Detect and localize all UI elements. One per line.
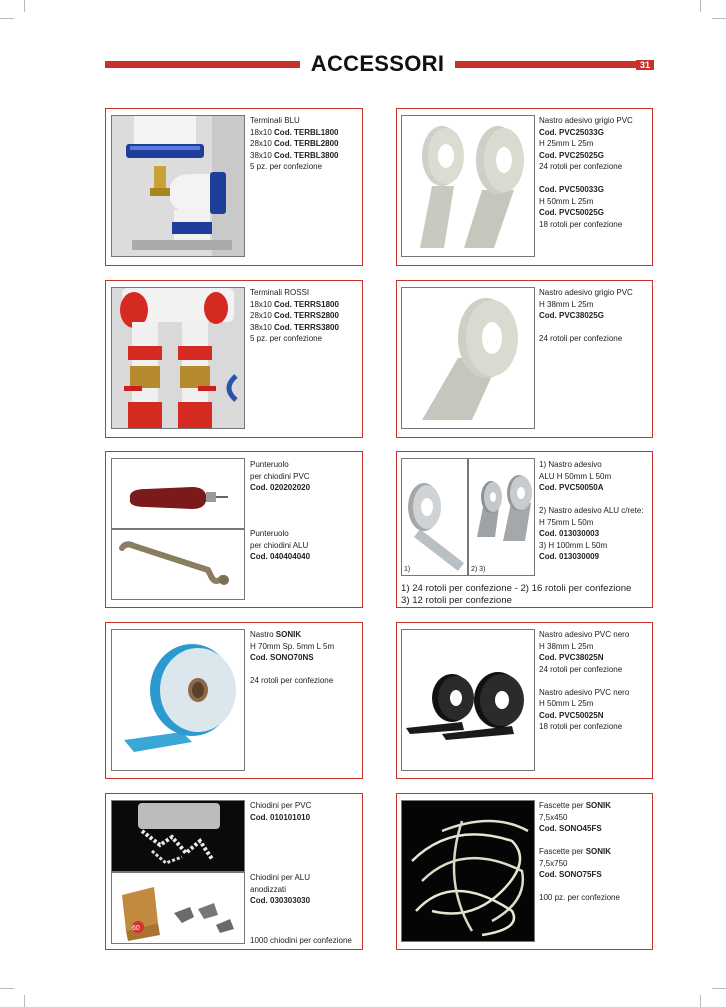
product-title: per chiodini ALU bbox=[250, 540, 309, 550]
card-text-terminali-rossi bbox=[250, 287, 339, 345]
size-value: H 75mm L 50m bbox=[539, 517, 594, 527]
product-title: Terminali ROSSI bbox=[250, 288, 310, 297]
product-image-sonik bbox=[111, 629, 245, 771]
card-text-fascette bbox=[539, 800, 620, 904]
pack-info: 5 pz. per confezione bbox=[250, 334, 323, 343]
product-title: Nastro adesivo PVC nero bbox=[539, 630, 630, 639]
product-code: Cod. PVC50050A bbox=[539, 483, 604, 492]
crop-mark bbox=[24, 0, 25, 12]
product-code: Cod. 010101010 bbox=[250, 812, 311, 822]
crop-mark bbox=[24, 995, 25, 1007]
size-value: H 38mm L 25m bbox=[539, 299, 594, 309]
product-image-nastro-grigio-38 bbox=[401, 287, 535, 429]
product-code: Cod. PVC38025G bbox=[539, 311, 604, 320]
product-code: Cod. TERBL1800 bbox=[274, 127, 339, 137]
product-image-punteruolo-pvc bbox=[111, 458, 245, 529]
size-value: 7,5x450 bbox=[539, 812, 568, 822]
size-value: 18x10 bbox=[250, 299, 272, 309]
product-code: Cod. SONO45FS bbox=[539, 824, 602, 833]
product-code: Cod. 013030003 bbox=[539, 529, 600, 538]
product-code: Cod. PVC25025G bbox=[539, 150, 604, 160]
pack-info: 1) 24 rotoli per confezione - 2) 16 rotoli per confezione bbox=[401, 583, 632, 594]
product-title: Nastro adesivo PVC nero bbox=[539, 687, 630, 697]
size-value: H 25mm L 25m bbox=[539, 139, 594, 148]
pack-info: 24 rotoli per confezione bbox=[539, 162, 623, 171]
product-image-punteruolo-alu bbox=[111, 529, 245, 600]
product-code: Cod. 030303030 bbox=[250, 896, 311, 905]
header-rule-left bbox=[105, 61, 300, 68]
product-title: Nastro adesivo grigio PVC bbox=[539, 288, 633, 297]
product-code: Cod. TERBL3800 bbox=[274, 150, 339, 160]
size-value: H 70mm Sp. 5mm L 5m bbox=[250, 641, 335, 651]
size-value: 38x10 bbox=[250, 322, 272, 332]
image-label: 1) bbox=[404, 566, 411, 573]
product-code: Cod. TERRS1800 bbox=[274, 299, 339, 309]
size-value: ALU H 50mm L 50m bbox=[539, 471, 612, 481]
crop-mark bbox=[712, 988, 726, 989]
pack-info: 24 rotoli per confezione bbox=[250, 676, 334, 685]
pack-info: 3) 12 rotoli per confezione bbox=[401, 595, 512, 606]
pack-info: 1000 chiodini per confezione bbox=[250, 936, 352, 945]
product-code: Cod. TERBL2800 bbox=[274, 139, 339, 148]
product-image-chiodini-alu bbox=[111, 872, 245, 944]
svg-text:60: 60 bbox=[132, 925, 140, 932]
product-image-nastro-grigio bbox=[401, 115, 535, 257]
product-code: Cod. PVC50025N bbox=[539, 710, 604, 720]
product-title: Chiodini per PVC bbox=[250, 801, 312, 810]
product-title: Nastro adesivo grigio PVC bbox=[539, 116, 633, 125]
product-title: Punteruolo bbox=[250, 529, 289, 538]
brand-name: SONIK bbox=[585, 801, 612, 810]
size-value: 3) H 100mm L 50m bbox=[539, 540, 608, 550]
card-text-nastro-alu bbox=[539, 459, 644, 563]
pack-info: 24 rotoli per confezione bbox=[539, 334, 623, 343]
product-code: Cod. TERRS3800 bbox=[274, 322, 339, 332]
card-text-terminali-blu bbox=[250, 115, 339, 173]
product-code: Cod. PVC50025G bbox=[539, 208, 604, 217]
product-title: Fascette per bbox=[539, 801, 584, 810]
product-title: 1) Nastro adesivo bbox=[539, 460, 602, 469]
pack-info: 5 pz. per confezione bbox=[250, 162, 323, 171]
product-code: Cod. PVC38025N bbox=[539, 653, 604, 662]
product-code: Cod. PVC25033G bbox=[539, 127, 604, 137]
product-code: Cod. SONO75FS bbox=[539, 870, 602, 879]
product-image-terminali-blu bbox=[111, 115, 245, 257]
product-code: Cod. 040404040 bbox=[250, 552, 311, 561]
product-image-terminali-rossi bbox=[111, 287, 245, 429]
product-title: Chiodini per ALU bbox=[250, 873, 311, 882]
card-text-chiodini-pack bbox=[250, 935, 352, 947]
product-title: 2) Nastro adesivo ALU c/rete: bbox=[539, 506, 644, 515]
size-value: H 50mm L 25m bbox=[539, 699, 594, 708]
crop-mark bbox=[0, 988, 14, 989]
product-title: Fascette per bbox=[539, 847, 584, 856]
card-text-sonik bbox=[250, 629, 334, 687]
product-image-nastro-nero bbox=[401, 629, 535, 771]
crop-mark bbox=[700, 0, 701, 12]
card-text-nastro-nero bbox=[539, 629, 629, 733]
product-title: Nastro bbox=[250, 630, 274, 639]
crop-mark bbox=[0, 18, 14, 19]
pack-info: 18 rotoli per confezione bbox=[539, 219, 623, 229]
card-text-chiodini-alu bbox=[250, 872, 310, 907]
product-image-chiodini-pvc bbox=[111, 800, 245, 872]
product-image-fascette bbox=[401, 800, 535, 942]
crop-mark bbox=[712, 18, 726, 19]
card-text-punteruolo-pvc bbox=[250, 459, 310, 494]
product-image-nastro-alu-2 bbox=[468, 458, 535, 576]
product-code: Cod. 020202020 bbox=[250, 483, 311, 492]
page-title: ACCESSORI bbox=[310, 51, 445, 76]
brand-name: SONIK bbox=[275, 630, 302, 639]
product-code: Cod. PVC50033G bbox=[539, 185, 604, 194]
crop-mark bbox=[700, 995, 701, 1007]
product-code: Cod. 013030009 bbox=[539, 552, 600, 561]
size-value: 28x10 bbox=[250, 311, 272, 320]
card-footer-nastro-alu bbox=[401, 583, 631, 607]
product-title: Punteruolo bbox=[250, 460, 289, 469]
card-text-chiodini-pvc bbox=[250, 800, 311, 823]
product-code: Cod. SONO70NS bbox=[250, 653, 314, 662]
size-value: 7,5x750 bbox=[539, 858, 568, 868]
card-text-punteruolo-alu bbox=[250, 528, 310, 563]
size-value: 18x10 bbox=[250, 127, 272, 137]
size-value: H 50mm L 25m bbox=[539, 196, 594, 206]
product-title: anodizzati bbox=[250, 884, 287, 894]
image-label: 2) 3) bbox=[471, 566, 486, 573]
size-value: 38x10 bbox=[250, 150, 272, 160]
pack-info: 18 rotoli per confezione bbox=[539, 722, 623, 731]
page-number: 31 bbox=[636, 60, 654, 70]
product-image-nastro-alu-1 bbox=[401, 458, 468, 576]
product-title: per chiodini PVC bbox=[250, 471, 310, 481]
card-text-nastro-grigio bbox=[539, 115, 633, 230]
size-value: 28x10 bbox=[250, 139, 272, 148]
product-code: Cod. TERRS2800 bbox=[274, 311, 339, 320]
header-rule-right bbox=[455, 61, 653, 68]
pack-info: 24 rotoli per confezione bbox=[539, 664, 623, 674]
card-text-nastro-grigio-38 bbox=[539, 287, 633, 345]
brand-name: SONIK bbox=[585, 847, 612, 856]
product-title: Terminali BLU bbox=[250, 116, 300, 125]
size-value: H 38mm L 25m bbox=[539, 641, 594, 651]
pack-info: 100 pz. per confezione bbox=[539, 893, 620, 902]
